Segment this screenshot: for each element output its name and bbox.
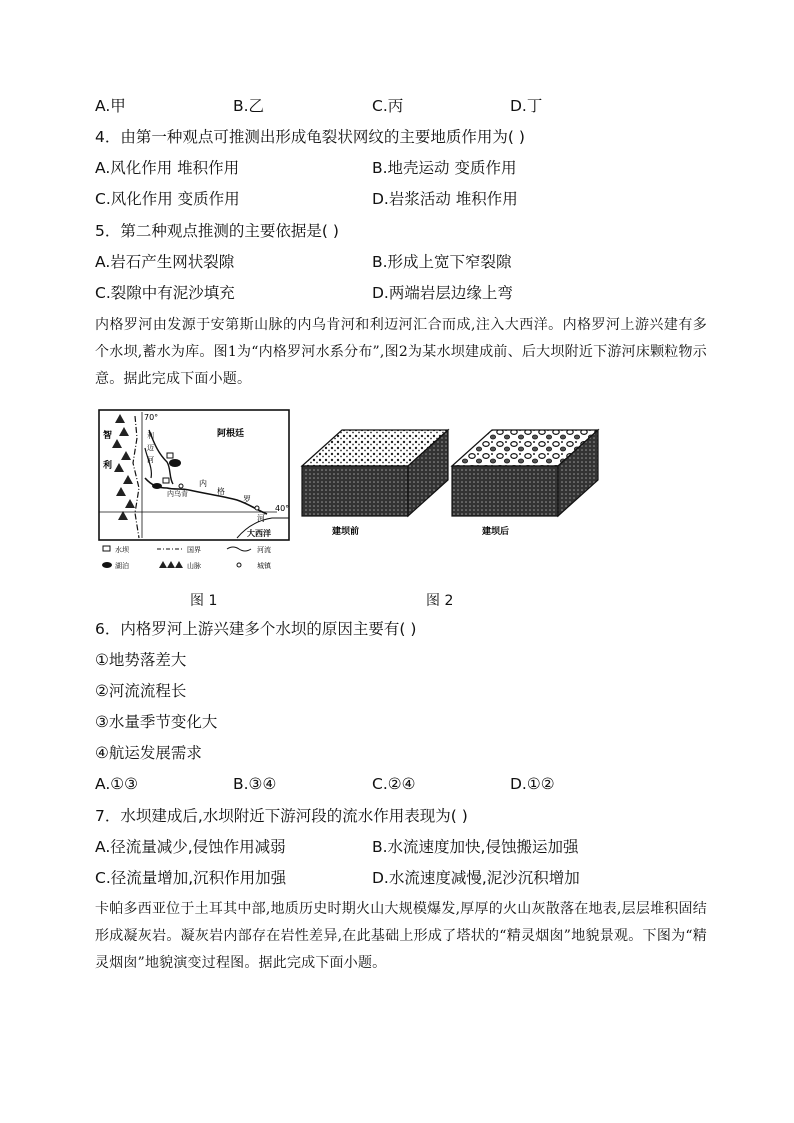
q6-item-2: ②河流流程长 <box>95 682 187 700</box>
q4-option-d[interactable]: D.岩浆活动 堆积作用 <box>372 190 518 208</box>
river-main-4: 河 <box>257 514 265 523</box>
passage-negro-river: 内格罗河由发源于安第斯山脉的内乌肯河和利迈河汇合而成,注入大西洋。内格罗河上游兴建有多个水坝,蓄水为库。图1为“内格罗河水系分布”,图2为某水坝建成前、后大坝附近下游河床颗粒物示意。据此完成下面小题。 <box>95 317 707 387</box>
town-icon <box>255 506 259 510</box>
q6-option-b[interactable]: B.③④ <box>233 775 277 793</box>
q4-stem: 4．由第一种观点可推测出形成龟裂状网纹的主要地质作用为( ) <box>95 128 525 146</box>
q3-option-b[interactable]: B.乙 <box>233 97 265 115</box>
q6-item-1: ①地势落差大 <box>95 651 187 669</box>
q7-option-b[interactable]: B.水流速度加快,侵蚀搬运加强 <box>372 838 579 856</box>
country-left-1: 智 <box>103 431 113 441</box>
q5-option-c[interactable]: C.裂隙中有泥沙填充 <box>95 284 235 302</box>
q3-option-d[interactable]: D.丁 <box>510 97 543 115</box>
q6-option-c[interactable]: C.②④ <box>372 775 416 793</box>
q4-option-b[interactable]: B.地壳运动 变质作用 <box>372 159 517 177</box>
lon-label: 70° <box>144 413 159 422</box>
q4-option-c[interactable]: C.风化作用 变质作用 <box>95 190 240 208</box>
q6-item-4: ④航运发展需求 <box>95 744 202 762</box>
dam-icon <box>103 546 110 551</box>
map-legend <box>102 545 272 570</box>
passage-fairy-chimney: 卡帕多西亚位于土耳其中部,地质历史时期火山大规模爆发,厚厚的火山灰散落在地表,层层堆积固结形成凝灰岩。凝灰岩内部存在岩性差异,在此基础上形成了塔状的“精灵烟囱”地貌景观。下图为“精灵烟囱”地貌演变过程图。据此完成下面小题。 <box>95 901 707 971</box>
q6-stem: 6．内格罗河上游兴建多个水坝的原因主要有( ) <box>95 620 417 638</box>
q6-option-a[interactable]: A.①③ <box>95 775 139 793</box>
dam-icon <box>163 478 169 483</box>
mountain-icon <box>159 561 183 568</box>
figure2-caption: 图 2 <box>426 593 454 609</box>
legend-border-label: 国界 <box>187 546 201 554</box>
dam-icon <box>167 453 173 458</box>
q3-option-c[interactable]: C.丙 <box>372 97 404 115</box>
river-a-2: 迈 <box>147 444 154 452</box>
lake-icon <box>102 562 112 568</box>
legend-dam-label: 水坝 <box>115 546 129 554</box>
figure2-riverbed <box>300 428 605 543</box>
legend-mountain-label: 山脉 <box>187 562 201 570</box>
q6-option-d[interactable]: D.①② <box>510 775 555 793</box>
after-label: 建坝后 <box>482 527 510 537</box>
q5-option-d[interactable]: D.两端岩层边缘上弯 <box>372 284 513 302</box>
ocean-label: 大西洋 <box>247 529 271 538</box>
q5-stem: 5．第二种观点推测的主要依据是( ) <box>95 222 339 240</box>
lake-icon <box>152 483 162 489</box>
q7-option-c[interactable]: C.径流量增加,沉积作用加强 <box>95 869 287 887</box>
q5-option-b[interactable]: B.形成上宽下窄裂隙 <box>372 253 512 271</box>
q7-option-a[interactable]: A.径流量减少,侵蚀作用减弱 <box>95 838 286 856</box>
river-main-2: 格 <box>217 487 225 496</box>
q5-option-a[interactable]: A.岩石产生网状裂隙 <box>95 253 235 271</box>
river-line <box>227 547 251 551</box>
lake-icon <box>169 459 181 467</box>
figure1-caption: 图 1 <box>190 593 218 609</box>
riverbed-after-block <box>452 430 598 516</box>
river-a-3: 河 <box>147 456 154 464</box>
figure1-map <box>97 408 292 580</box>
q7-option-d[interactable]: D.水流速度减慢,泥沙沉积增加 <box>372 869 580 887</box>
q6-item-3: ③水量季节变化大 <box>95 713 218 731</box>
town-icon <box>237 563 241 567</box>
river-main-3: 罗 <box>243 495 251 504</box>
lat-label: 40° <box>275 504 290 513</box>
country-left-2: 利 <box>103 461 113 471</box>
river-main-1: 内 <box>199 479 207 488</box>
river-a-1: 利 <box>147 432 154 440</box>
legend-lake-label: 湖泊 <box>115 562 129 570</box>
q7-stem: 7．水坝建成后,水坝附近下游河段的流水作用表现为( ) <box>95 807 468 825</box>
legend-town-label: 城镇 <box>257 562 271 570</box>
legend-river-label: 河流 <box>257 546 271 554</box>
country-right: 阿根廷 <box>217 429 245 439</box>
riverbed-before-block <box>302 430 448 516</box>
q3-option-a[interactable]: A.甲 <box>95 97 126 115</box>
river-b: 内乌肯 <box>167 490 188 498</box>
town-icon <box>179 484 183 488</box>
before-label: 建坝前 <box>332 527 360 537</box>
q4-option-a[interactable]: A.风化作用 堆积作用 <box>95 159 240 177</box>
